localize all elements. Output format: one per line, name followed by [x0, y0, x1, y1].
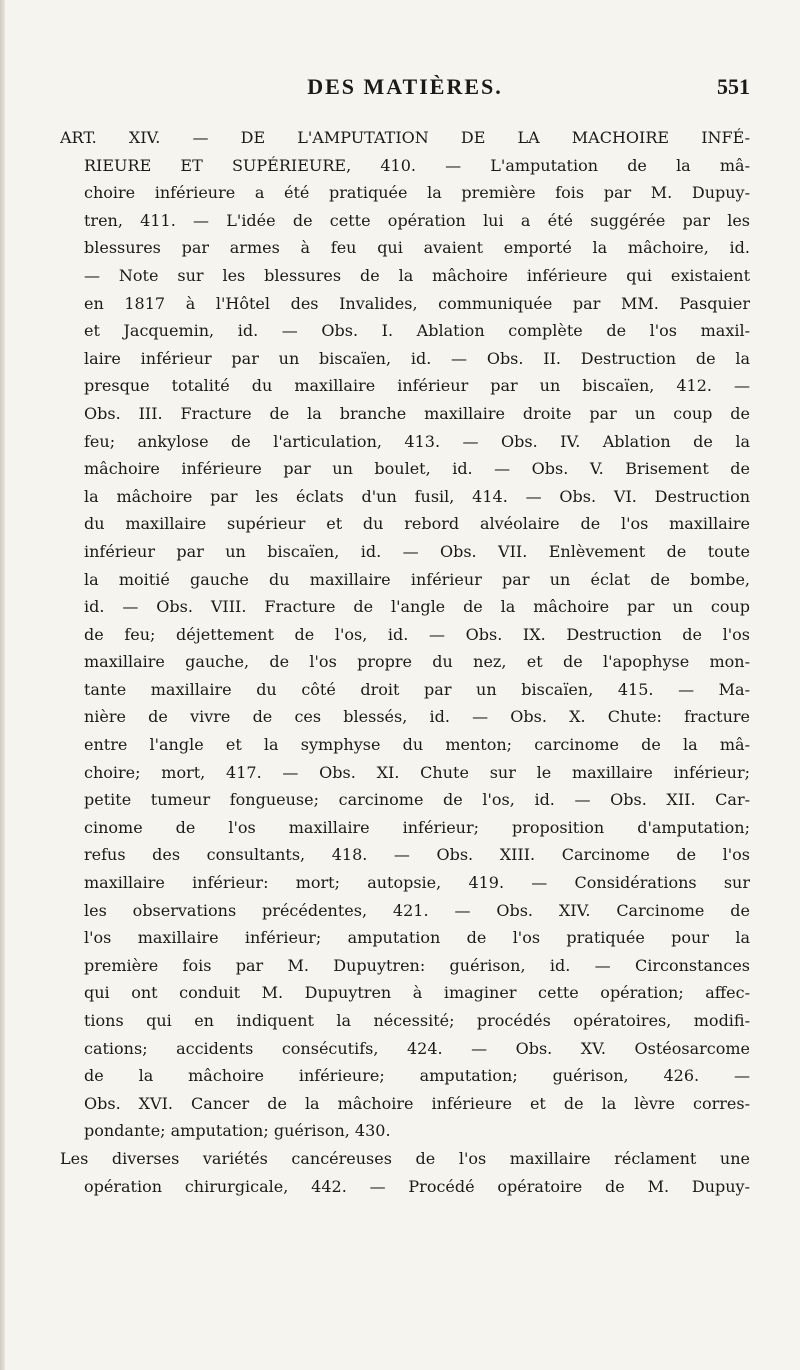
text-line: Obs. XVI. Cancer de la mâchoire inférieure et de la lèvre corres- [84, 1093, 750, 1113]
text-line: cations; accidents consécutifs, 424. — Obs. XV. Ostéosarcome [84, 1038, 750, 1058]
text-line: en 1817 à l'Hôtel des Invalides, communiquée par MM. Pasquier [84, 293, 750, 313]
text-line: tante maxillaire du côté droit par un biscaïen, 415. — Ma- [84, 679, 750, 699]
text-line: la moitié gauche du maxillaire inférieur par un éclat de bombe, [84, 569, 750, 589]
text-line: id. — Obs. VIII. Fracture de l'angle de la mâchoire par un coup [84, 597, 750, 617]
text-line: pondante; amputation; guérison, 430. [84, 1121, 391, 1141]
text-line: choire; mort, 417. — Obs. XI. Chute sur le maxillaire inférieur; [84, 762, 750, 782]
text-line: tren, 411. — L'idée de cette opération lui a été suggérée par les [84, 210, 750, 230]
text-line: cinome de l'os maxillaire inférieur; proposition d'amputation; [84, 817, 750, 837]
page-binding-edge [0, 0, 5, 1370]
running-title: DES MATIÈRES. [307, 74, 503, 99]
text-line: tions qui en indiquent la nécessité; procédés opératoires, modifi- [84, 1011, 750, 1030]
running-head [60, 74, 750, 104]
text-line: RIEURE ET SUPÉRIEURE, 410. — L'amputation de la mâ- [84, 155, 750, 175]
text-line: — Note sur les blessures de la mâchoire inférieure qui existaient [84, 265, 750, 285]
text-line: ART. XIV. — DE L'AMPUTATION DE LA MACHOIRE INFÉ- [60, 128, 750, 147]
page-number: 551 [717, 74, 750, 99]
text-line: feu; ankylose de l'articulation, 413. — Obs. IV. Ablation de la [84, 431, 750, 451]
text-line: refus des consultants, 418. — Obs. XIII. Carcinome de l'os [84, 845, 750, 865]
text-line: laire inférieur par un biscaïen, id. — Obs. II. Destruction de la [84, 348, 750, 368]
text-line: mâchoire inférieure par un boulet, id. — Obs. V. Brisement de [84, 459, 750, 479]
text-line: presque totalité du maxillaire inférieur par un biscaïen, 412. — [84, 376, 750, 396]
text-line: et Jacquemin, id. — Obs. I. Ablation complète de l'os maxil- [84, 321, 750, 341]
text-line: les observations précédentes, 421. — Obs. XIV. Carcinome de [84, 900, 750, 920]
text-line: l'os maxillaire inférieur; amputation de l'os pratiquée pour la [84, 928, 750, 948]
text-line: petite tumeur fongueuse; carcinome de l'os, id. — Obs. XII. Car- [84, 790, 750, 810]
index-entry-text [60, 124, 750, 1200]
text-line: opération chirurgicale, 442. — Procédé opératoire de M. Dupuy- [84, 1176, 750, 1196]
text-line: de la mâchoire inférieure; amputation; guérison, 426. — [84, 1066, 750, 1086]
text-line: choire inférieure a été pratiquée la première fois par M. Dupuy- [84, 183, 750, 203]
text-line: qui ont conduit M. Dupuytren à imaginer cette opération; affec- [84, 983, 750, 1003]
text-line: inférieur par un biscaïen, id. — Obs. VII. Enlèvement de toute [84, 541, 750, 561]
text-line: maxillaire gauche, de l'os propre du nez, et de l'apophyse mon- [84, 652, 750, 672]
text-line: première fois par M. Dupuytren: guérison, id. — Circonstances [84, 955, 750, 975]
text-line: entre l'angle et la symphyse du menton; carcinome de la mâ- [84, 735, 750, 755]
text-line: de feu; déjettement de l'os, id. — Obs. IX. Destruction de l'os [84, 624, 750, 644]
text-line: la mâchoire par les éclats d'un fusil, 414. — Obs. VI. Destruction [84, 486, 750, 506]
text-line: blessures par armes à feu qui avaient emporté la mâchoire, id. [84, 238, 750, 258]
text-line: nière de vivre de ces blessés, id. — Obs. X. Chute: fracture [84, 707, 750, 727]
text-line: Les diverses variétés cancéreuses de l'os maxillaire réclament une [60, 1148, 750, 1168]
text-line: maxillaire inférieur: mort; autopsie, 419. — Considérations sur [84, 873, 750, 893]
text-line: Obs. III. Fracture de la branche maxillaire droite par un coup de [84, 403, 750, 423]
text-line: du maxillaire supérieur et du rebord alvéolaire de l'os maxillaire [84, 514, 750, 534]
